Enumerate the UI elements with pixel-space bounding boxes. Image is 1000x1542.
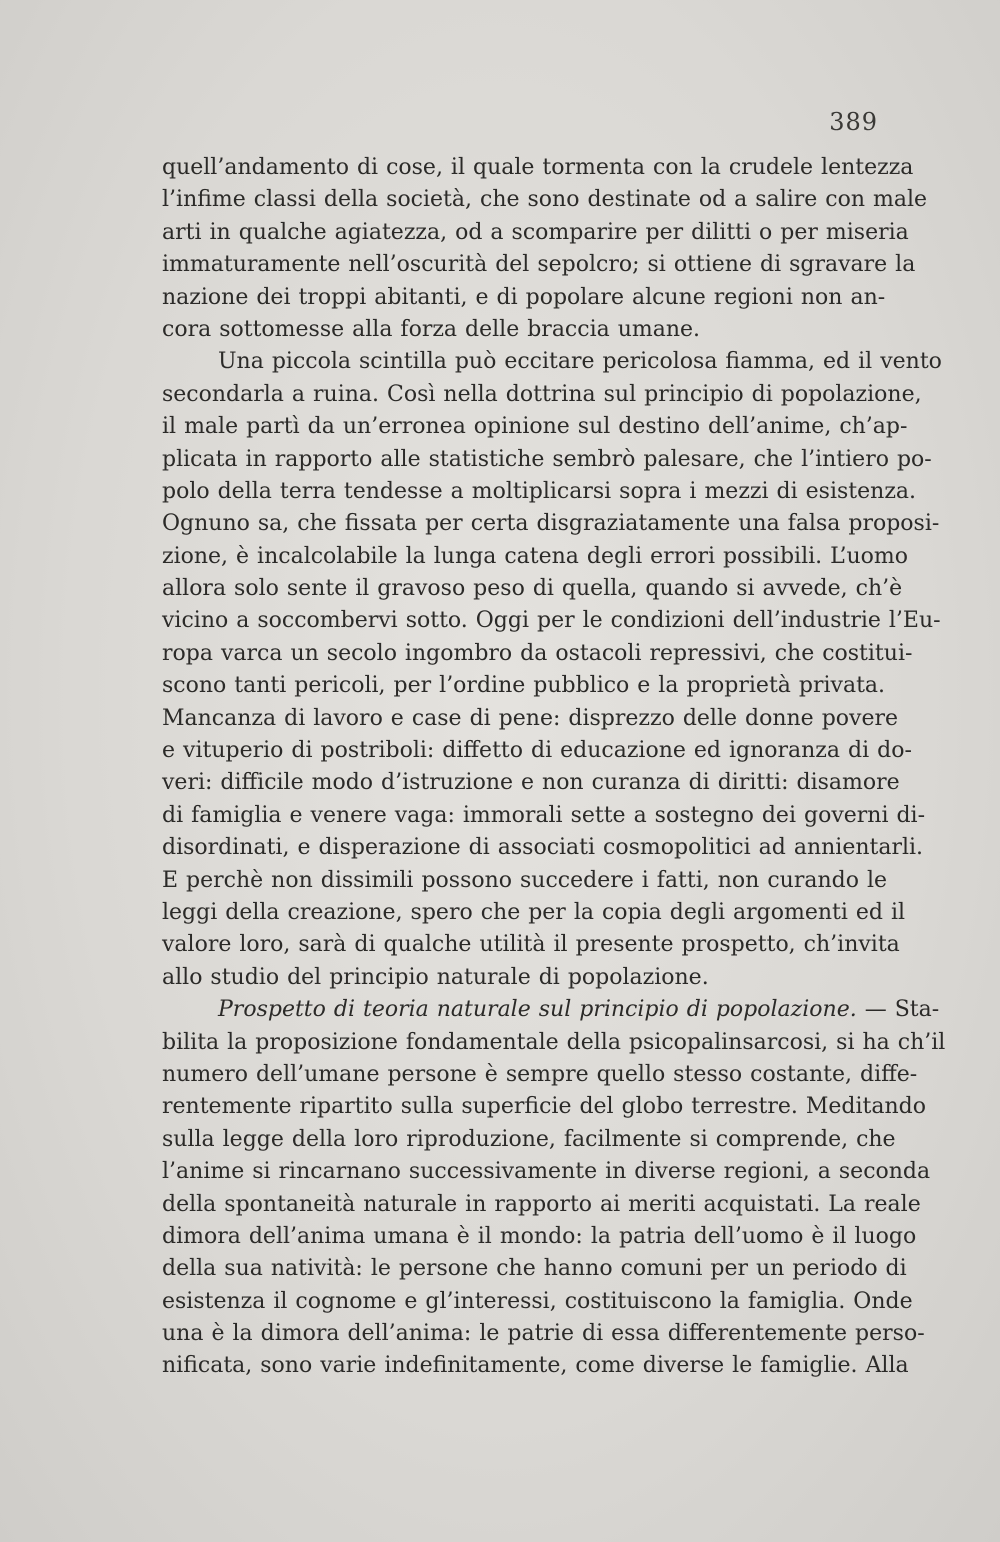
text-line: della sua natività: le persone che hanno comuni per un periodo di [162,1256,907,1282]
text-line: polo della terra tendesse a moltiplicarsi sopra i mezzi di esistenza. [162,478,917,504]
text-line: allo studio del principio naturale di popolazione. [162,964,709,990]
section-heading: Prospetto di teoria naturale sul principio di popolazione. [218,997,857,1023]
text-line: nificata, sono varie indefinitamente, come diverse le famiglie. Alla [162,1353,909,1379]
text-line: arti in qualche agiatezza, od a scomparire per dilitti o per miseria [162,219,909,245]
text-line: veri: difficile modo d’istruzione e non curanza di diritti: disamore [162,770,900,796]
text-line: disordinati, e disperazione di associati cosmopolitici ad annientarli. [162,835,924,861]
text-line: di famiglia e venere vaga: immorali sette a sostegno dei governi di- [162,802,926,828]
text-line: E perchè non dissimili possono succedere i fatti, non curando le [162,867,887,893]
body-text [162,152,946,1383]
text-line: e vituperio di postriboli: diffetto di educazione ed ignoranza di do- [162,738,912,764]
text-line: numero dell’umane persone è sempre quello stesso costante, diffe- [162,1061,918,1087]
text-line: il male partì da un’erronea opinione sul destino dell’anime, ch’ap- [162,414,908,440]
text-line: nazione dei troppi abitanti, e di popolare alcune regioni non an- [162,284,886,310]
text-line: quell’andamento di cose, il quale tormenta con la crudele lentezza [162,155,914,180]
text-line: esistenza il cognome e gl’interessi, costituiscono la famiglia. Onde [162,1288,913,1314]
text-line-rest: — Sta- [856,997,940,1023]
text-line [162,994,940,1026]
text-line: Ognuno sa, che fissata per certa disgraziatamente una falsa proposi- [162,511,940,537]
text-line: secondarla a ruina. Così nella dottrina sul principio di popolazione, [162,381,922,407]
text-line: scono tanti pericoli, per l’ordine pubblico e la proprietà privata. [162,673,886,699]
text-line: l’infime classi della società, che sono destinate od a salire con male [162,187,928,213]
text-line: bilita la proposizione fondamentale della psicopalinsarcosi, si ha ch’il [162,1029,946,1055]
text-line: allora solo sente il gravoso peso di quella, quando si avvede, ch’è [162,576,903,602]
text-line: dimora dell’anima umana è il mondo: la patria dell’uomo è il luogo [162,1223,917,1249]
text-line: immaturamente nell’oscurità del sepolcro; si ottiene di sgravare la [162,252,916,278]
text-line: una è la dimora dell’anima: le patrie di essa differentemente perso- [162,1321,925,1347]
text-line: cora sottomesse alla forza delle braccia umane. [162,316,701,342]
text-line: valore loro, sarà di qualche utilità il presente prospetto, ch’invita [162,932,900,958]
text-line: zione, è incalcolabile la lunga catena degli errori possibili. L’uomo [162,543,908,569]
text-line: Una piccola scintilla può eccitare pericolosa fiamma, ed il vento [218,349,942,375]
text-line: della spontaneità naturale in rapporto ai meriti acquistati. La reale [162,1191,921,1217]
text-line: Mancanza di lavoro e case di pene: disprezzo delle donne povere [162,705,898,731]
text-line: plicata in rapporto alle statistiche sembrò palesare, che l’intiero po- [162,446,932,472]
text-line: vicino a soccombervi sotto. Oggi per le condizioni dell’industrie l’Eu- [162,608,941,634]
page-number: 389 [829,108,878,136]
text-line: rentemente ripartito sulla superficie del globo terrestre. Meditando [162,1094,926,1120]
text-line: sulla legge della loro riproduzione, facilmente si comprende, che [162,1126,896,1152]
text-line: ropa varca un secolo ingombro da ostacoli repressivi, che costitui- [162,640,913,666]
text-line: l’anime si rincarnano successivamente in diverse regioni, a seconda [162,1159,931,1185]
text-line: leggi della creazione, spero che per la copia degli argomenti ed il [162,899,906,925]
